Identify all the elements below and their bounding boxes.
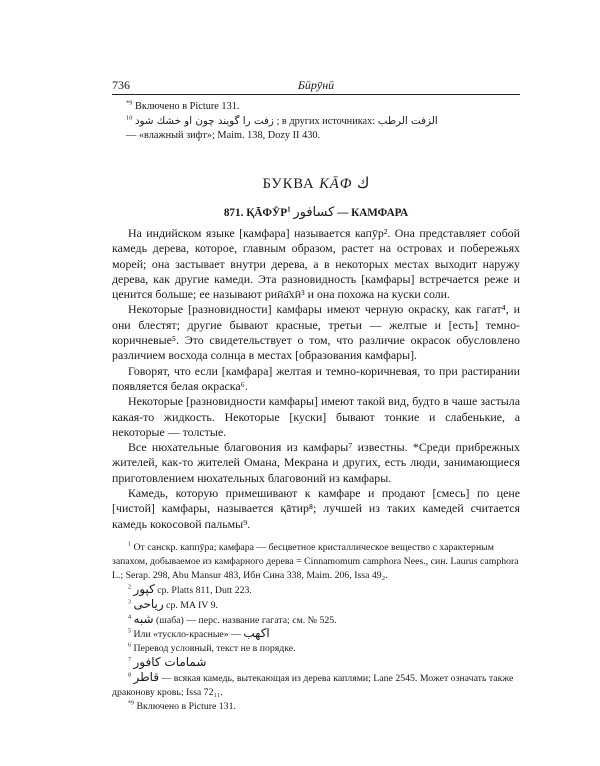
note-9: $^{*9}$ Включено в Picture 131. bbox=[126, 99, 240, 112]
footnote: $^4$ شبه (шаба) — перс. название гагата; см. № 525. bbox=[128, 611, 337, 626]
paragraph: Все нюхательные благовония из камфары⁷ известны. *Среди прибрежных жителей, как-то жителей Омана, Мекрана и других, есть люди, занимающиеся приготовлением нюхательных благовоний из камфары. bbox=[112, 440, 520, 485]
note-10-arabic-a: زفت را گويند چون او خشك شود bbox=[134, 115, 274, 127]
footnote: $^5$ Или «тускло-красные» — اكهب bbox=[128, 626, 270, 641]
footnote: $^{*9}$ Включено в Picture 131. bbox=[128, 700, 236, 712]
entry-body bbox=[112, 226, 520, 532]
footnotes bbox=[112, 541, 520, 714]
page-header bbox=[112, 78, 520, 94]
note-10-continuation: — «влажный зифт»; Maim. 138, Dozy II 430. bbox=[126, 130, 321, 141]
paragraph: Некоторые [разновидности] камфары имеют черную окраску, как гагат⁴, и они блестят; другие бывают красные, третьи — желтые и [есть] темно-коричневые⁵. Это свидетельствует о том, что различие окрасок обусловлено различием восхода солнца в местах [образования камфары]. bbox=[112, 302, 520, 363]
section-heading: БУКВА КĀФ ك bbox=[262, 174, 370, 192]
footnote: $^3$ رياحی ср. MA IV 9. bbox=[128, 596, 218, 611]
footnote: $^6$ Перевод условный, текст не в порядке. bbox=[128, 643, 296, 655]
paragraph: Камедь, которую примешивают к камфаре и продают [смесь] по цене [чистой] камфары, называется қāтир⁸; лучшей из таких камедей считается камедь кокосовой пальмы⁹. bbox=[112, 486, 520, 531]
paragraph: Говорят, что если [камфара] желтая и темно-коричневая, то при растирании появляется белая окраска⁶. bbox=[112, 363, 520, 393]
footnote: $^7$ شمامات كافور bbox=[128, 655, 207, 670]
footnote: $^1$ От санскр. каппӯра; камфара — бесцветное кристаллическое вещество с характерным запахом, добываемое из камфарного дерева = Cinnamomum camphora Nees., син. Laurus camphora L.; Serap. 298, Abu Mansur 483, Ибн Сина 338, Maim. 206, Issa 49₂. bbox=[112, 541, 519, 581]
note-10: $^{10}$ زفت را گويند چون او خشك شود ; в других источниках: الزفت الرطب bbox=[126, 114, 438, 127]
carried-footnotes bbox=[126, 100, 526, 143]
paragraph: Некоторые [разновидности камфары] имеют такой вид, будто в чаше застыла какая-то жидкость. Некоторые [куски] бывают тонкие и слабенькие, а некоторые — толстые. bbox=[112, 394, 520, 439]
paragraph: На индийском языке [камфара] называется капӯр². Она представляет собой камедь дерева, которое, главным образом, растет на островах и побережьях морей; она застывает внутри дерева, а в некоторых местах выходит наружу дерева, как другие камеди. Эта разновидность [камфары] встречается реже и ценится больше; ее называют риӣа̄хӣ³ и она похожа на куски соли. bbox=[112, 226, 520, 302]
entry-heading: 871. ҚĀФӮР$^1$ كسافور — КАМФАРА bbox=[223, 205, 409, 220]
page-number: 736 bbox=[112, 78, 130, 92]
header-rule bbox=[112, 94, 520, 95]
note-10-arabic-b: الزفت الرطب bbox=[377, 115, 438, 127]
footnote: $^2$ كپور ср. Platts 811, Dutt 223. bbox=[128, 581, 252, 596]
running-title: Бӣрӯнӣ bbox=[297, 78, 335, 92]
footnote: $^8$ قاطر — всякая камедь, вытекающая из дерева каплями; Lane 2545. Может означать также драконову кровь; Issa 72₁₁. bbox=[112, 670, 514, 699]
